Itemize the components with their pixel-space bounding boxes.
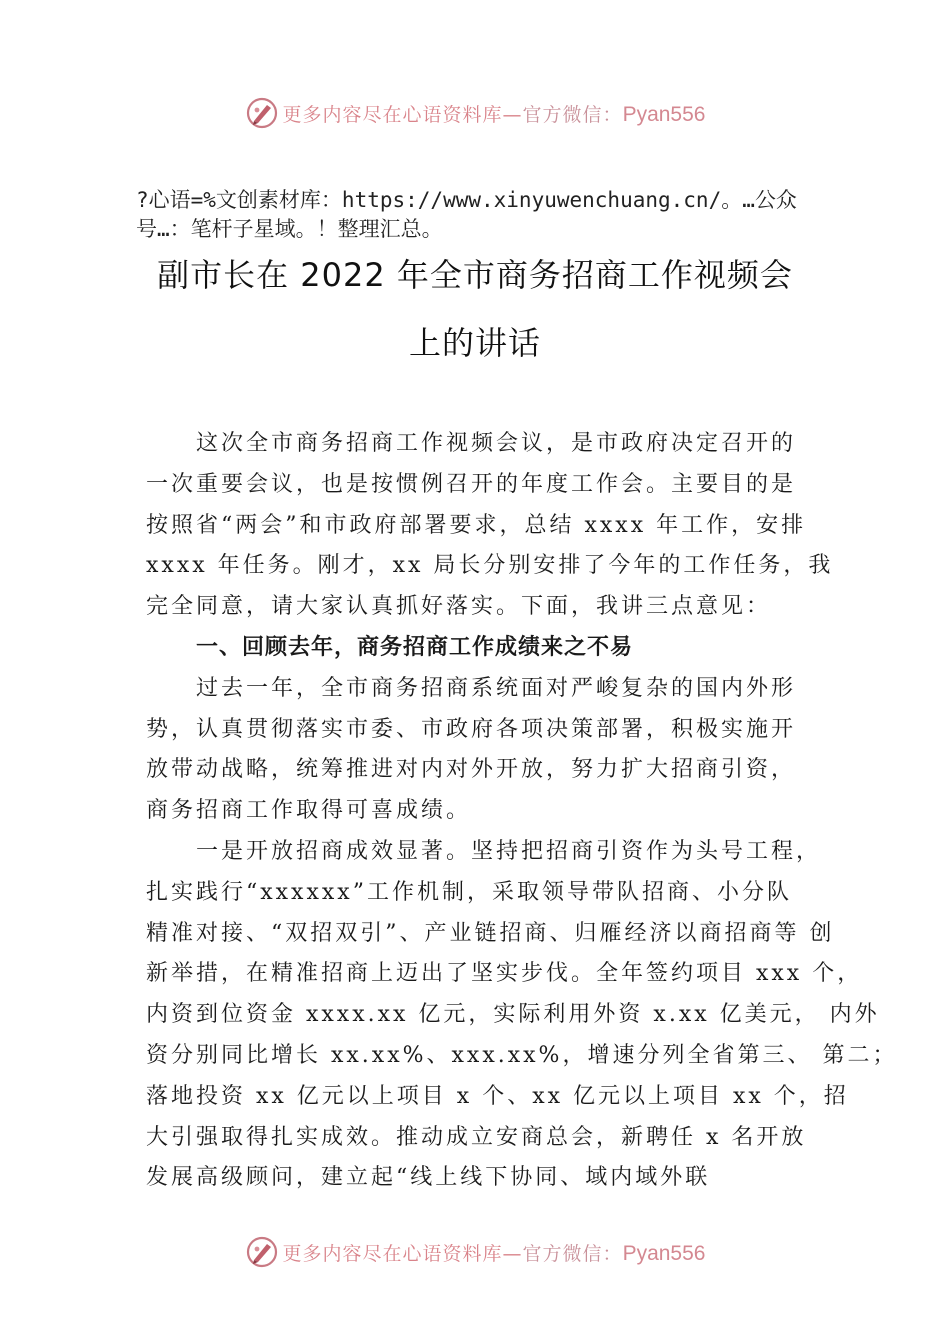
body-line: 这次全市商务招商工作视频会议，是市政府决定召开的 — [196, 431, 797, 456]
document-body — [146, 424, 898, 1199]
body-line: 过去一年，全市商务招商系统面对严峻复杂的国内外形 — [196, 675, 797, 701]
body-line: 精准对接、“双招双引”、产业链招商、归雁经济以商招商等 创 — [146, 920, 835, 946]
body-line: 一次重要会议，也是按惯例召开的年度工作会。主要目的是 — [146, 471, 797, 497]
body-line: 势，认真贯彻落实市委、市政府各项决策部署，积极实施开 — [146, 716, 797, 742]
body-line: 大引强取得扎实成效。推动成立安商总会，新聘任 x 名开放 — [146, 1124, 807, 1150]
banner-wechat-id: Pyan556 — [622, 102, 706, 126]
body-line: 一是开放招商成效显著。坚持把招商引资作为头号工程， — [196, 838, 822, 864]
body-line: 放带动战略，统筹推进对内对外开放，努力扩大招商引资， — [146, 757, 797, 783]
body-line: 发展高级顾问，建立起“线上线下协同、域内域外联 — [146, 1165, 711, 1191]
body-line: xxxx 年任务。刚才，xx 局长分别安排了今年的工作任务，我 — [146, 553, 834, 579]
banner-wechat-id: Pyan556 — [622, 1241, 706, 1265]
body-line: 商务招商工作取得可喜成绩。 — [146, 798, 472, 824]
banner-wechat-label: 官方微信： — [522, 103, 623, 126]
header-watermark-banner — [0, 93, 950, 133]
section-heading: 一、回顾去年，商务招商工作成绩来之不易 — [196, 634, 634, 660]
pen-logo-icon — [245, 96, 279, 130]
body-line: 资分别同比增长 xx.xx%、xxx.xx%，增速分列全省第三、 第二； — [146, 1042, 898, 1068]
document-title-line-1: 副市长在 2022 年全市商务招商工作视频会 — [157, 256, 793, 294]
body-line: 新举措，在精准招商上迈出了坚实步伐。全年签约项目 xxx 个， — [146, 961, 863, 987]
banner-text — [283, 100, 706, 127]
body-line: 按照省“两会”和市政府部署要求，总结 xxxx 年工作，安排 — [146, 512, 807, 538]
banner-main-text: 更多内容尽在心语资料库— — [282, 1242, 523, 1265]
source-note: ?心语=%文创素材库：https://www.xinyuwenchuang.cn/。…公众号…：笔杆子星域。！整理汇总。 — [136, 188, 797, 241]
banner-main-text: 更多内容尽在心语资料库— — [282, 103, 523, 126]
pen-logo-icon — [245, 1235, 279, 1269]
footer-watermark-banner — [0, 1232, 950, 1272]
banner-wechat-label: 官方微信： — [522, 1242, 623, 1265]
body-line: 内资到位资金 xxxx.xx 亿元，实际利用外资 x.xx 亿美元， 内外 — [146, 1002, 880, 1028]
body-line: 扎实践行“xxxxxx”工作机制，采取领导带队招商、小分队 — [146, 879, 792, 905]
body-line: 落地投资 xx 亿元以上项目 x 个、xx 亿元以上项目 xx 个，招 — [146, 1083, 849, 1109]
banner-text — [283, 1239, 706, 1266]
body-line: 完全同意，请大家认真抓好落实。下面，我讲三点意见： — [146, 594, 772, 620]
document-title-line-2: 上的讲话 — [408, 324, 541, 362]
